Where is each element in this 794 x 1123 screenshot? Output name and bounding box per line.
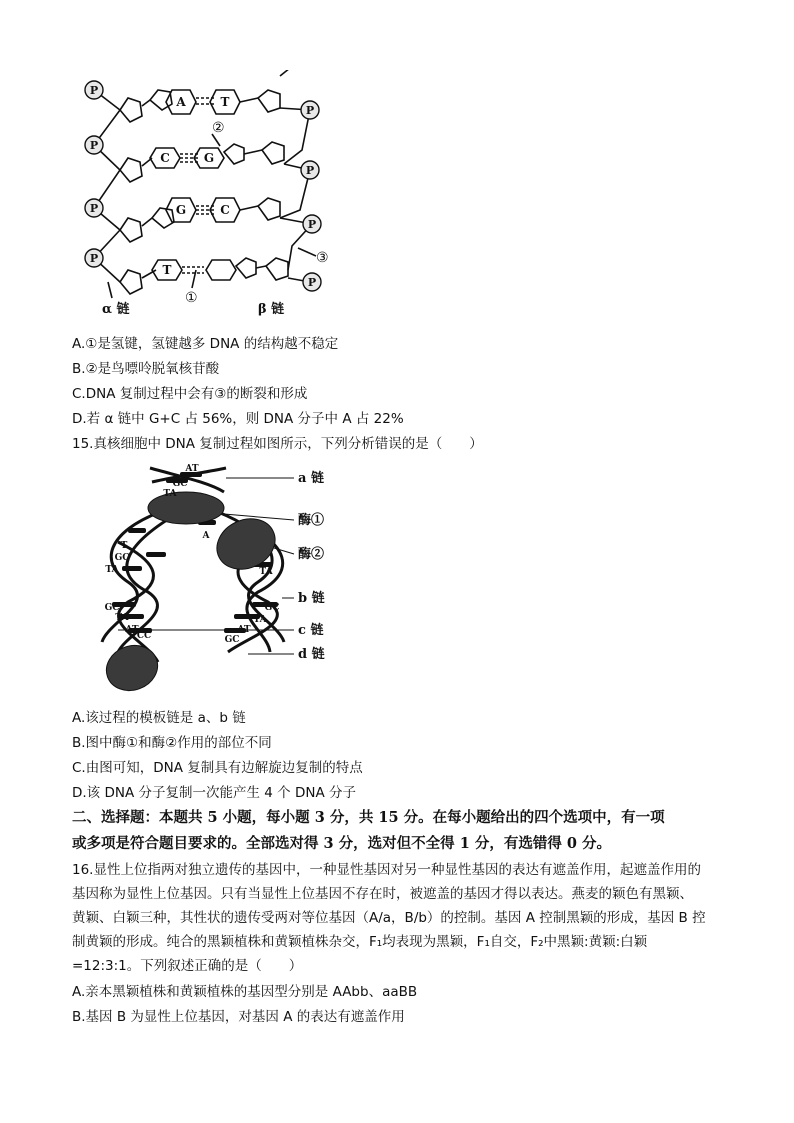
- pair-label: A: [202, 531, 210, 541]
- marker-2: ②: [212, 120, 225, 136]
- phosphate-label: P: [305, 104, 315, 117]
- enzyme-2-label: 酶②: [298, 547, 325, 562]
- strand-d-label: d 链: [298, 647, 325, 662]
- q16-option-a: A.亲本黑颖植株和黄颖植株的基因型分别是 AAbb、aaBB: [72, 984, 418, 1000]
- q15-option-d: D.该 DNA 分子复制一次能产生 4 个 DNA 分子: [72, 785, 356, 801]
- q14-option-c: C.DNA 复制过程中会有③的断裂和形成: [72, 386, 308, 402]
- q14-option-d: D.若 α 链中 G+C 占 56%，则 DNA 分子中 A 占 22%: [72, 411, 404, 427]
- pair-label: AT: [185, 464, 199, 474]
- enzyme-1-label: 酶①: [298, 513, 325, 528]
- base-left: A: [176, 95, 186, 109]
- base-right: G: [203, 151, 215, 165]
- q16-text-line: 制黄颖的形成。纯合的黑颖植株和黄颖植株杂交，F₁均表现为黑颖，F₁自交，F₂中黑颖:黄颖:白颖: [72, 934, 648, 950]
- q16-text-line: 黄颖、白颖三种，其性状的遗传受两对等位基因（A/a，B/b）的控制。基因 A 控制黑颖的形成，基因 B 控: [72, 910, 706, 926]
- q15-option-a: A.该过程的模板链是 a、b 链: [72, 710, 246, 726]
- phosphate-label: P: [307, 276, 317, 289]
- beta-strand-label: β 链: [258, 302, 285, 317]
- pair-label: GC: [224, 635, 240, 645]
- section2-heading-line2: 或多项是符合题目要求的。全部选对得 3 分，选对但不全得 1 分，有选错得 0 分。: [72, 835, 612, 852]
- pair-label: GC: [264, 603, 280, 613]
- q15-option-c: C.由图可知，DNA 复制具有边解旋边复制的特点: [72, 760, 363, 776]
- pair-label: AT: [125, 625, 139, 635]
- q15-stem: 15.真核细胞中 DNA 复制过程如图所示，下列分析错误的是（ ）: [72, 436, 483, 452]
- q15-option-b: B.图中酶①和酶②作用的部位不同: [72, 735, 272, 751]
- marker-1: ①: [185, 290, 198, 306]
- pair-label: GC: [114, 553, 130, 563]
- pair-label: TA: [163, 489, 177, 499]
- base-right: C: [220, 203, 230, 217]
- pair-label: TA: [115, 613, 129, 623]
- dna-structure-figure: [72, 70, 342, 320]
- marker-3: ③: [316, 250, 329, 266]
- q16-text-line: 基因称为显性上位基因。只有当显性上位基因不存在时，被遮盖的基因才得以表达。燕麦的颖色有黑颖、: [72, 886, 693, 902]
- phosphate-label: P: [307, 218, 317, 231]
- pair-label: GC: [172, 479, 188, 489]
- section2-heading-line1: 二、选择题：本题共 5 小题，每小题 3 分，共 15 分。在每小题给出的四个选项中，有一项: [72, 809, 665, 826]
- phosphate-label: P: [305, 164, 315, 177]
- pair-label: TA: [253, 615, 267, 625]
- q16-text-line: 16.显性上位指两对独立遗传的基因中，一种显性基因对另一种显性基因的表达有遮盖作用，起遮盖作用的: [72, 862, 701, 878]
- strand-b-label: b 链: [298, 591, 325, 606]
- q16-text-line: =12:3:1。下列叙述正确的是（ ）: [72, 958, 303, 974]
- pair-label: TA: [105, 565, 119, 575]
- base-left: G: [175, 203, 187, 217]
- phosphate-label: P: [89, 202, 99, 215]
- q16-option-b: B.基因 B 为显性上位基因，对基因 A 的表达有遮盖作用: [72, 1009, 405, 1025]
- strand-a-label: a 链: [298, 471, 324, 486]
- pair-label: GC: [104, 603, 120, 613]
- dna-replication-figure: [88, 462, 338, 702]
- q14-option-b: B.②是鸟嘌呤脱氧核苷酸: [72, 361, 220, 377]
- phosphate-label: P: [89, 84, 99, 97]
- base-left: C: [160, 151, 170, 165]
- strand-c-label: c 链: [298, 623, 324, 638]
- phosphate-label: P: [89, 252, 99, 265]
- pair-label: CC: [136, 631, 152, 641]
- pair-label: AT: [237, 625, 251, 635]
- alpha-strand-label: α 链: [102, 302, 130, 317]
- q14-option-a: A.①是氢键，氢键越多 DNA 的结构越不稳定: [72, 336, 339, 352]
- base-left: T: [162, 263, 172, 277]
- pair-label: TA: [259, 567, 273, 577]
- pair-label: T: [120, 541, 128, 551]
- base-right: T: [220, 95, 230, 109]
- phosphate-label: P: [89, 139, 99, 152]
